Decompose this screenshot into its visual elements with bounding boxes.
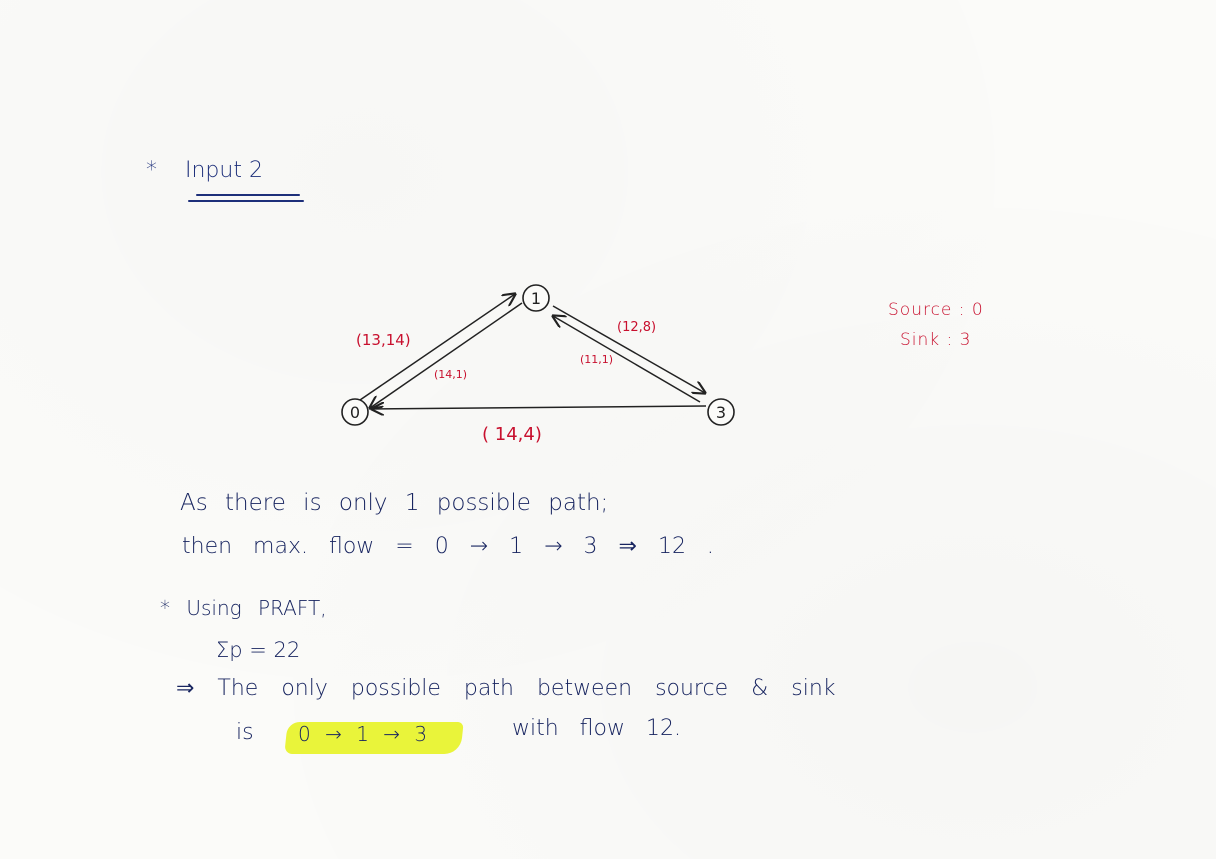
text-line-1: As there is only 1 possible path; xyxy=(180,490,609,516)
text-line-4: Σp = 22 xyxy=(216,638,301,662)
edge-3-to-0 xyxy=(372,406,706,409)
node-0-label: 0 xyxy=(349,403,361,422)
node-3-label: 3 xyxy=(715,403,727,422)
node-0 xyxy=(342,399,368,425)
text-line-6-rest: with flow 12. xyxy=(512,716,681,741)
node-1 xyxy=(523,285,549,311)
edge-label-1-0: (14,1) xyxy=(434,368,468,381)
edge-label-0-1: (13,14) xyxy=(356,331,411,349)
edge-1-to-0 xyxy=(370,303,522,408)
source-note: Source : 0 xyxy=(888,300,984,320)
text-line-3: * Using PRAFT, xyxy=(160,596,327,620)
node-1-label: 1 xyxy=(530,289,542,308)
text-line-5: ⇒ The only possible path between source & sink xyxy=(176,676,836,701)
heading-title: Input 2 xyxy=(184,158,263,183)
text-line-2: then max. flow = 0 → 1 → 3 ⇒ 12 . xyxy=(182,534,714,559)
node-3 xyxy=(708,399,734,425)
highlighted-path: 0 → 1 → 3 xyxy=(298,722,428,746)
sink-note: Sink : 3 xyxy=(900,330,972,350)
heading-bullet: * xyxy=(146,158,157,183)
edge-label-3-1: (11,1) xyxy=(580,353,614,366)
edge-label-1-3: (12,8) xyxy=(617,320,657,335)
edge-label-3-0: ( 14,4) xyxy=(482,424,542,445)
text-line-6-is: is xyxy=(236,720,254,745)
